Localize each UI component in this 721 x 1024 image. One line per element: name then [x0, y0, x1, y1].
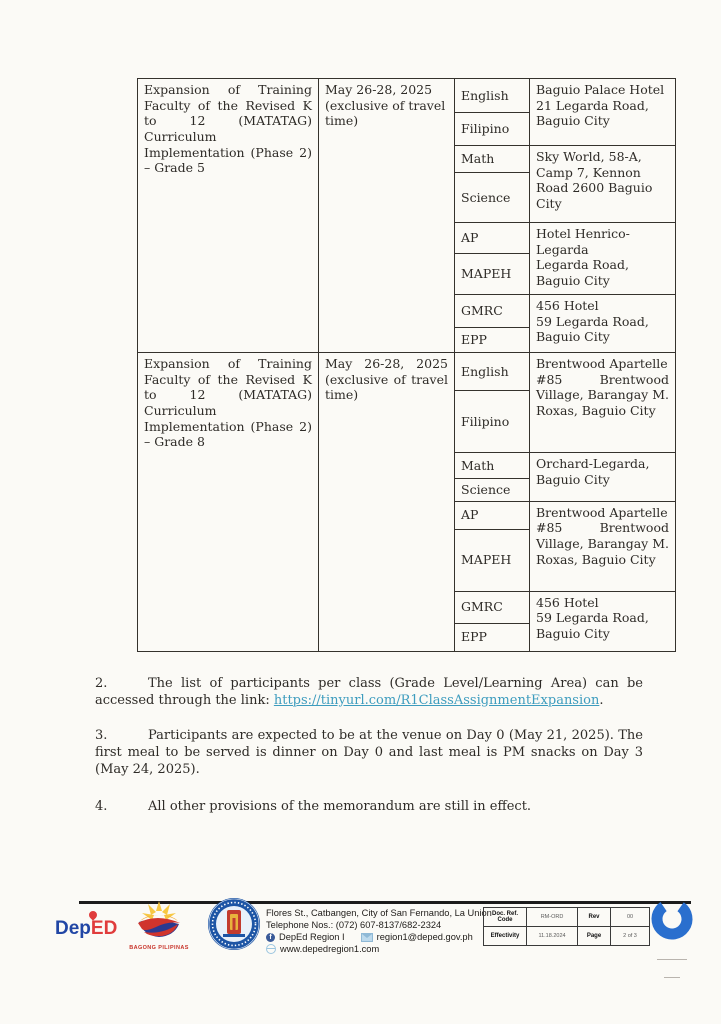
venue-address: Legarda Road, Baguio City [536, 257, 629, 288]
docref-effectivity-label: Effectivity [484, 927, 527, 946]
paragraph-number: 3. [95, 728, 108, 744]
docref-code-value: RM-ORD [527, 908, 578, 927]
certification-mark [646, 896, 698, 953]
paragraph-text: Participants are expected to be at the venue on Day 0 (May 21, 2025). The first meal to be served is dinner on Day 0 and last meal is PM snacks on Day 3 (May 24, 2025). [95, 728, 643, 777]
email-icon [361, 933, 373, 942]
bagong-pilipinas-icon [132, 899, 186, 939]
venue-name: 456 Hotel [536, 594, 599, 610]
bagong-pilipinas-logo [120, 899, 198, 951]
venue-address: 59 Legarda Road, Baguio City [536, 610, 649, 641]
certification-fineprint [646, 948, 698, 953]
venue-cell [530, 353, 676, 453]
contact-address [266, 907, 492, 919]
paragraph-text: . [599, 692, 604, 708]
dates-cell-grade5: May 26-28, 2025 (exclusive of travel time) [319, 79, 455, 353]
activity-cell-grade5: Expansion of Training Faculty of the Revised K to 12 (MATATAG) Curriculum Implementation (Phase 2) – Grade 5 [138, 79, 319, 353]
learning-area-cell: English [455, 79, 530, 113]
facebook-page-text: DepEd Region I [279, 932, 345, 943]
class-assignment-link[interactable]: https://tinyurl.com/R1ClassAssignmentExpansion [273, 692, 600, 708]
venue-cell [530, 146, 676, 223]
venue-name: Baguio Palace Hotel [536, 82, 665, 97]
venue-cell [530, 295, 676, 353]
venue-address: 21 Legarda Road, Baguio City [536, 97, 649, 129]
globe-icon [266, 944, 276, 954]
learning-area-cell: Science [455, 173, 530, 223]
docref-rev-value: 00 [611, 908, 650, 927]
learning-area-cell: GMRC [455, 295, 530, 328]
venue-cell [530, 591, 676, 651]
paragraph-number: 4. [95, 799, 108, 815]
website-text: www.depedregion1.com [280, 944, 380, 955]
venue-cell [530, 453, 676, 502]
bagong-pilipinas-label: BAGONG PILIPINAS [129, 945, 189, 951]
contact-block [266, 907, 492, 955]
venue-address: #85 Brentwood Village, Barangay M. Roxas, Baguio City [536, 371, 669, 418]
docref-rev-label: Rev [578, 908, 611, 927]
deped-wordmark-logo [55, 918, 117, 940]
paragraph-text: The list of participants per class (Grade Level/Learning Area) can be accessed through the link: [95, 676, 643, 708]
venue-name: Orchard-Legarda, Baguio City [536, 456, 650, 487]
wordmark-dep: Dep [55, 918, 91, 939]
venue-cell [530, 223, 676, 295]
address-text: Flores St., Catbangen, City of San Fernando, La Union [266, 908, 492, 918]
deped-seal-icon [207, 897, 261, 951]
email-text: region1@deped.gov.ph [376, 932, 473, 943]
docref-page-value: 2 of 3 [611, 927, 650, 946]
docref-code-label: Doc. Ref. Code [484, 908, 527, 927]
paragraph-text: All other provisions of the memorandum are still in effect. [148, 799, 532, 815]
training-schedule-table [137, 78, 676, 652]
wordmark-ed: ED [90, 918, 118, 939]
learning-area-cell: EPP [455, 328, 530, 353]
learning-area-cell: AP [455, 501, 530, 529]
learning-area-cell: English [455, 353, 530, 391]
deped-region-seal [207, 897, 261, 956]
learning-area-cell: MAPEH [455, 254, 530, 295]
contact-telephone [266, 919, 484, 931]
facebook-icon: f [266, 933, 275, 942]
venue-name: Brentwood Apartelle [536, 504, 668, 520]
learning-area-cell: EPP [455, 623, 530, 651]
dates-cell-grade8: May 26-28, 2025 (exclusive of travel time) [319, 353, 455, 652]
tuv-certification-icon [649, 896, 695, 942]
venue-name: Brentwood Apartelle [536, 356, 668, 371]
docref-effectivity-value: 11.18.2024 [527, 927, 578, 946]
venue-name: Hotel Henrico-Legarda [536, 226, 630, 257]
contact-website [266, 943, 484, 955]
paragraph-3 [95, 728, 643, 778]
venue-address: 59 Legarda Road, Baguio City [536, 313, 649, 345]
activity-cell-grade8: Expansion of Training Faculty of the Revised K to 12 (MATATAG) Curriculum Implementation (Phase 2) – Grade 8 [138, 353, 319, 652]
doc-ref-table [483, 907, 650, 946]
venue-name: Sky World, 58-A, Camp 7, Kennon Road 2600 Baguio City [536, 149, 653, 211]
learning-area-cell: Filipino [455, 391, 530, 453]
docref-page-label: Page [578, 927, 611, 946]
learning-area-cell: Math [455, 453, 530, 479]
learning-area-cell: AP [455, 223, 530, 254]
learning-area-cell: GMRC [455, 591, 530, 623]
memo-body-paragraphs [95, 676, 643, 835]
learning-area-cell: Filipino [455, 113, 530, 146]
learning-area-cell: MAPEH [455, 529, 530, 591]
learning-area-cell: Math [455, 146, 530, 173]
contact-social [266, 931, 484, 943]
venue-name: 456 Hotel [536, 298, 599, 313]
venue-address: #85 Brentwood Village, Barangay M. Roxas, Baguio City [536, 520, 669, 567]
venue-cell [530, 79, 676, 146]
venue-cell [530, 501, 676, 591]
telephone-text: Telephone Nos.: (072) 607-8137/682-2324 [266, 920, 442, 931]
learning-area-cell: Science [455, 479, 530, 502]
paragraph-2 [95, 676, 643, 709]
paragraph-number: 2. [95, 676, 108, 691]
paragraph-4 [95, 799, 643, 816]
